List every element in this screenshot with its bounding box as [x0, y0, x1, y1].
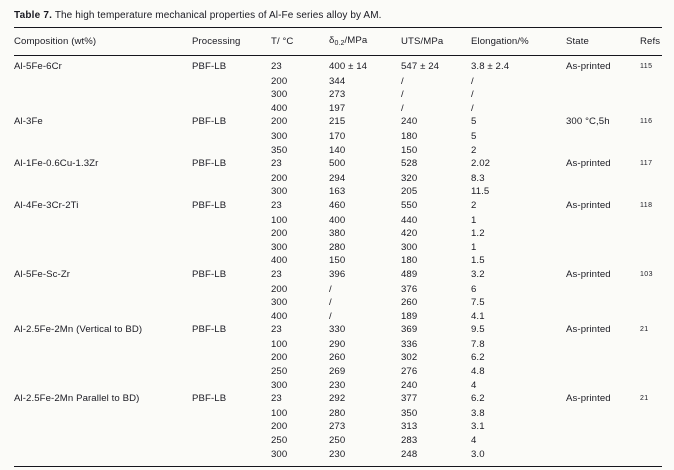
ref-cell — [640, 351, 662, 365]
table-row — [14, 365, 662, 379]
yield-strength-cell: 170 — [329, 130, 346, 142]
table-row — [14, 268, 662, 283]
temperature-cell: 300 — [271, 89, 288, 101]
processing-cell: PBF-LB — [192, 116, 227, 128]
processing-cell: PBF-LB — [192, 199, 227, 211]
composition-cell — [14, 283, 192, 297]
processing-cell — [192, 310, 271, 324]
uts-cell: 547 ± 24 — [401, 61, 440, 72]
uts-cell: 276 — [401, 366, 418, 378]
uts-cell: 302 — [401, 352, 418, 364]
yield-strength-cell: 269 — [329, 366, 346, 378]
yield-strength-cell: 294 — [329, 172, 346, 184]
processing-cell: PBF-LB — [192, 268, 227, 280]
yield-strength-cell: 400 ± 14 — [329, 61, 368, 72]
yield-strength-cell: / — [329, 283, 332, 295]
ref-cell — [640, 448, 662, 467]
temperature-cell: 100 — [271, 338, 288, 350]
yield-strength-cell: 400 — [329, 214, 346, 226]
ref-cell — [640, 296, 662, 310]
processing-cell — [192, 227, 271, 241]
processing-cell — [192, 448, 271, 467]
ref-cell — [640, 185, 662, 199]
uts-cell: 377 — [401, 393, 418, 405]
yield-strength-cell: 344 — [329, 75, 346, 87]
ref-cell — [640, 130, 662, 144]
state-cell: 300 °C,5h — [566, 116, 610, 128]
elongation-cell: 11.5 — [471, 186, 490, 198]
yield-strength-cell: 140 — [329, 144, 346, 156]
table-row — [14, 115, 662, 130]
elongation-cell: 3.0 — [471, 448, 485, 460]
processing-cell — [192, 144, 271, 158]
processing-cell — [192, 407, 271, 421]
temperature-cell: 23 — [271, 158, 282, 170]
table-row — [14, 310, 662, 324]
elongation-cell: 4.8 — [471, 366, 485, 378]
ref-cell — [640, 75, 662, 89]
ref-cell — [640, 338, 662, 352]
state-cell — [566, 185, 640, 199]
reference-number: 21 — [640, 326, 649, 334]
composition-cell: Al-1Fe-0.6Cu-1.3Zr — [14, 158, 99, 170]
composition-cell — [14, 172, 192, 186]
table-row — [14, 214, 662, 228]
composition-cell — [14, 254, 192, 268]
elongation-cell: 4 — [471, 379, 477, 391]
processing-cell: PBF-LB — [192, 158, 227, 170]
yield-strength-cell: 273 — [329, 89, 346, 101]
composition-cell — [14, 420, 192, 434]
composition-cell — [14, 310, 192, 324]
uts-cell: 283 — [401, 435, 418, 447]
elongation-cell: / — [471, 89, 474, 101]
uts-cell: / — [401, 75, 404, 87]
yield-strength-cell: 230 — [329, 379, 346, 391]
table-row — [14, 88, 662, 102]
composition-cell: Al-4Fe-3Cr-2Ti — [14, 199, 79, 211]
composition-cell — [14, 88, 192, 102]
ref-cell — [640, 227, 662, 241]
elongation-cell: 6.2 — [471, 352, 485, 364]
elongation-cell: 1.5 — [471, 255, 485, 267]
composition-cell — [14, 296, 192, 310]
table-row — [14, 392, 662, 407]
table-row — [14, 351, 662, 365]
ref-cell — [640, 157, 662, 172]
ref-cell — [640, 379, 662, 393]
table-row — [14, 130, 662, 144]
temperature-cell: 23 — [271, 199, 282, 211]
uts-cell: 376 — [401, 283, 418, 295]
composition-cell: Al-2.5Fe-2Mn (Vertical to BD) — [14, 324, 143, 336]
elongation-cell: 6 — [471, 283, 477, 295]
yield-strength-cell: 460 — [329, 199, 346, 211]
yield-strength-cell: 292 — [329, 393, 346, 405]
state-cell — [566, 254, 640, 268]
processing-cell — [192, 254, 271, 268]
ref-cell — [640, 172, 662, 186]
uts-cell: 189 — [401, 310, 418, 322]
reference-number: 21 — [640, 395, 649, 403]
state-cell — [566, 296, 640, 310]
processing-cell — [192, 75, 271, 89]
column-header-state: State — [566, 28, 640, 56]
elongation-cell: 3.2 — [471, 268, 485, 280]
state-cell — [566, 88, 640, 102]
yield-strength-cell: 273 — [329, 421, 346, 433]
ref-cell — [640, 144, 662, 158]
elongation-cell: 3.1 — [471, 421, 485, 433]
state-cell — [566, 351, 640, 365]
composition-cell — [14, 241, 192, 255]
ref-cell — [640, 420, 662, 434]
header-row — [14, 28, 662, 56]
composition-cell — [14, 227, 192, 241]
elongation-cell: 4.1 — [471, 310, 485, 322]
processing-cell — [192, 88, 271, 102]
state-cell — [566, 448, 640, 467]
yield-strength-cell: 280 — [329, 241, 346, 253]
uts-cell: 489 — [401, 268, 418, 280]
state-cell — [566, 75, 640, 89]
processing-cell: PBF-LB — [192, 61, 227, 72]
table-row — [14, 434, 662, 448]
state-cell — [566, 407, 640, 421]
temperature-cell: 100 — [271, 407, 288, 419]
table-row — [14, 56, 662, 75]
processing-cell — [192, 379, 271, 393]
processing-cell — [192, 434, 271, 448]
yield-strength-cell: 215 — [329, 116, 346, 128]
composition-cell — [14, 214, 192, 228]
composition-cell — [14, 379, 192, 393]
elongation-cell: / — [471, 75, 474, 87]
elongation-cell: 9.5 — [471, 324, 485, 336]
elongation-cell: 1 — [471, 214, 477, 226]
state-cell: As-printed — [566, 61, 611, 72]
column-header-temperature: T/ °C — [271, 28, 329, 56]
temperature-cell: 23 — [271, 61, 282, 72]
composition-cell — [14, 365, 192, 379]
table-row — [14, 338, 662, 352]
temperature-cell: 350 — [271, 144, 288, 156]
temperature-cell: 200 — [271, 228, 288, 240]
processing-cell — [192, 338, 271, 352]
composition-cell — [14, 351, 192, 365]
state-cell — [566, 365, 640, 379]
table-row — [14, 185, 662, 199]
ref-cell — [640, 88, 662, 102]
processing-cell — [192, 241, 271, 255]
composition-cell: Al-5Fe-Sc-Zr — [14, 268, 71, 280]
temperature-cell: 300 — [271, 186, 288, 198]
state-cell — [566, 338, 640, 352]
composition-cell — [14, 338, 192, 352]
uts-cell: 550 — [401, 199, 418, 211]
processing-cell — [192, 130, 271, 144]
state-cell — [566, 420, 640, 434]
elongation-cell: 2.02 — [471, 158, 491, 170]
table-row — [14, 144, 662, 158]
state-cell — [566, 102, 640, 116]
reference-number: 115 — [640, 63, 653, 70]
composition-cell — [14, 185, 192, 199]
table-row — [14, 254, 662, 268]
uts-cell: 248 — [401, 448, 418, 460]
table-row — [14, 283, 662, 297]
ref-cell — [640, 407, 662, 421]
yield-strength-cell: 163 — [329, 186, 346, 198]
temperature-cell: 200 — [271, 172, 288, 184]
table-row — [14, 75, 662, 89]
elongation-cell: 3.8 — [471, 407, 485, 419]
uts-cell: 320 — [401, 172, 418, 184]
table-row — [14, 172, 662, 186]
state-cell: As-printed — [566, 268, 611, 280]
ref-cell — [640, 115, 662, 130]
processing-cell: PBF-LB — [192, 324, 227, 336]
state-cell — [566, 130, 640, 144]
state-cell — [566, 214, 640, 228]
processing-cell — [192, 283, 271, 297]
temperature-cell: 200 — [271, 283, 288, 295]
elongation-cell: 8.3 — [471, 172, 485, 184]
processing-cell — [192, 102, 271, 116]
temperature-cell: 300 — [271, 448, 288, 460]
temperature-cell: 400 — [271, 102, 288, 114]
temperature-cell: 250 — [271, 366, 288, 378]
state-cell — [566, 379, 640, 393]
state-cell — [566, 283, 640, 297]
temperature-cell: 200 — [271, 75, 288, 87]
ref-cell — [640, 283, 662, 297]
table-row — [14, 407, 662, 421]
state-cell — [566, 144, 640, 158]
yield-strength-cell: 330 — [329, 324, 346, 336]
uts-cell: 300 — [401, 241, 418, 253]
ref-cell — [640, 214, 662, 228]
uts-cell: 260 — [401, 297, 418, 309]
temperature-cell: 300 — [271, 297, 288, 309]
ref-cell — [640, 323, 662, 338]
yield-strength-cell: 396 — [329, 268, 346, 280]
uts-cell: 528 — [401, 158, 418, 170]
ref-cell — [640, 310, 662, 324]
table-row — [14, 448, 662, 467]
composition-cell: Al-5Fe-6Cr — [14, 61, 62, 72]
uts-cell: 180 — [401, 130, 418, 142]
table-row — [14, 296, 662, 310]
elongation-cell: 3.8 ± 2.4 — [471, 61, 510, 72]
temperature-cell: 200 — [271, 421, 288, 433]
temperature-cell: 300 — [271, 241, 288, 253]
yield-strength-cell: 280 — [329, 407, 346, 419]
ref-cell — [640, 365, 662, 379]
processing-cell — [192, 351, 271, 365]
uts-cell: 240 — [401, 116, 418, 128]
yield-subscript: 0.2 — [334, 40, 345, 47]
column-header-uts: UTS/MPa — [401, 28, 471, 56]
uts-cell: 240 — [401, 379, 418, 391]
state-cell — [566, 172, 640, 186]
temperature-cell: 300 — [271, 379, 288, 391]
ref-cell — [640, 434, 662, 448]
yield-strength-cell: 500 — [329, 158, 346, 170]
processing-cell — [192, 420, 271, 434]
composition-cell — [14, 102, 192, 116]
reference-number: 116 — [640, 118, 653, 126]
column-header-processing: Processing — [192, 28, 271, 56]
table-caption-text: The high temperature mechanical properties of Al-Fe series alloy by AM. — [54, 10, 382, 21]
elongation-cell: 5 — [471, 116, 477, 128]
yield-strength-cell: 230 — [329, 448, 346, 460]
temperature-cell: 200 — [271, 116, 288, 128]
yield-strength-cell: 260 — [329, 352, 346, 364]
uts-cell: 369 — [401, 324, 418, 336]
yield-strength-cell: 250 — [329, 435, 346, 447]
state-cell: As-printed — [566, 158, 611, 170]
state-cell — [566, 310, 640, 324]
elongation-cell: 1.2 — [471, 228, 485, 240]
processing-cell — [192, 214, 271, 228]
ref-cell — [640, 268, 662, 283]
table-caption — [14, 9, 662, 22]
table-row — [14, 379, 662, 393]
composition-cell — [14, 75, 192, 89]
temperature-cell: 250 — [271, 435, 288, 447]
composition-cell — [14, 448, 192, 467]
uts-cell: 440 — [401, 214, 418, 226]
temperature-cell: 23 — [271, 324, 282, 336]
table-row — [14, 102, 662, 116]
temperature-cell: 100 — [271, 214, 288, 226]
uts-cell: 336 — [401, 338, 418, 350]
elongation-cell: 6.2 — [471, 393, 485, 405]
processing-cell — [192, 365, 271, 379]
table-row — [14, 227, 662, 241]
ref-cell — [640, 199, 662, 214]
reference-number: 117 — [640, 160, 653, 168]
table-row — [14, 420, 662, 434]
composition-cell — [14, 407, 192, 421]
ref-cell — [640, 392, 662, 407]
uts-cell: 420 — [401, 228, 418, 240]
composition-cell: Al-2.5Fe-2Mn Parallel to BD) — [14, 393, 140, 405]
temperature-cell: 400 — [271, 310, 288, 322]
processing-cell: PBF-LB — [192, 393, 227, 405]
state-cell — [566, 241, 640, 255]
yield-strength-cell: 197 — [329, 102, 346, 114]
column-header-composition: Composition (wt%) — [14, 28, 192, 56]
yield-strength-cell: 150 — [329, 255, 346, 267]
column-header-yield-strength — [329, 28, 401, 56]
state-cell: As-printed — [566, 324, 611, 336]
reference-number: 118 — [640, 201, 653, 209]
table-body — [14, 56, 662, 467]
composition-cell — [14, 434, 192, 448]
temperature-cell: 200 — [271, 352, 288, 364]
ref-cell — [640, 56, 662, 75]
uts-cell: 350 — [401, 407, 418, 419]
table-row — [14, 157, 662, 172]
elongation-cell: 5 — [471, 130, 477, 142]
reference-number: 103 — [640, 270, 653, 278]
composition-cell: Al-3Fe — [14, 116, 43, 128]
elongation-cell: 4 — [471, 435, 477, 447]
yield-strength-cell: 290 — [329, 338, 346, 350]
yield-strength-cell: / — [329, 297, 332, 309]
uts-cell: 180 — [401, 255, 418, 267]
table-caption-label: Table 7. — [14, 10, 53, 21]
properties-table — [14, 27, 662, 467]
uts-cell: / — [401, 89, 404, 101]
elongation-cell: 1 — [471, 241, 477, 253]
temperature-cell: 23 — [271, 268, 282, 280]
yield-strength-cell: / — [329, 310, 332, 322]
uts-cell: 150 — [401, 144, 418, 156]
temperature-cell: 400 — [271, 255, 288, 267]
temperature-cell: 300 — [271, 130, 288, 142]
uts-cell: 313 — [401, 421, 418, 433]
state-cell: As-printed — [566, 199, 611, 211]
ref-cell — [640, 102, 662, 116]
yield-strength-cell: 380 — [329, 228, 346, 240]
column-header-elongation: Elongation/% — [471, 28, 566, 56]
table-row — [14, 199, 662, 214]
uts-cell: 205 — [401, 186, 418, 198]
elongation-cell: 2 — [471, 144, 477, 156]
elongation-cell: 7.8 — [471, 338, 485, 350]
processing-cell — [192, 185, 271, 199]
table-row — [14, 241, 662, 255]
temperature-cell: 23 — [271, 393, 282, 405]
state-cell: As-printed — [566, 393, 611, 405]
processing-cell — [192, 172, 271, 186]
composition-cell — [14, 130, 192, 144]
state-cell — [566, 227, 640, 241]
column-header-refs: Refs — [640, 28, 662, 56]
elongation-cell: 2 — [471, 199, 477, 211]
ref-cell — [640, 241, 662, 255]
processing-cell — [192, 296, 271, 310]
composition-cell — [14, 144, 192, 158]
elongation-cell: 7.5 — [471, 297, 485, 309]
uts-cell: / — [401, 102, 404, 114]
yield-symbol: δ — [329, 35, 335, 46]
ref-cell — [640, 254, 662, 268]
table-row — [14, 323, 662, 338]
yield-unit: /MPa — [344, 35, 368, 46]
elongation-cell: / — [471, 102, 474, 114]
state-cell — [566, 434, 640, 448]
